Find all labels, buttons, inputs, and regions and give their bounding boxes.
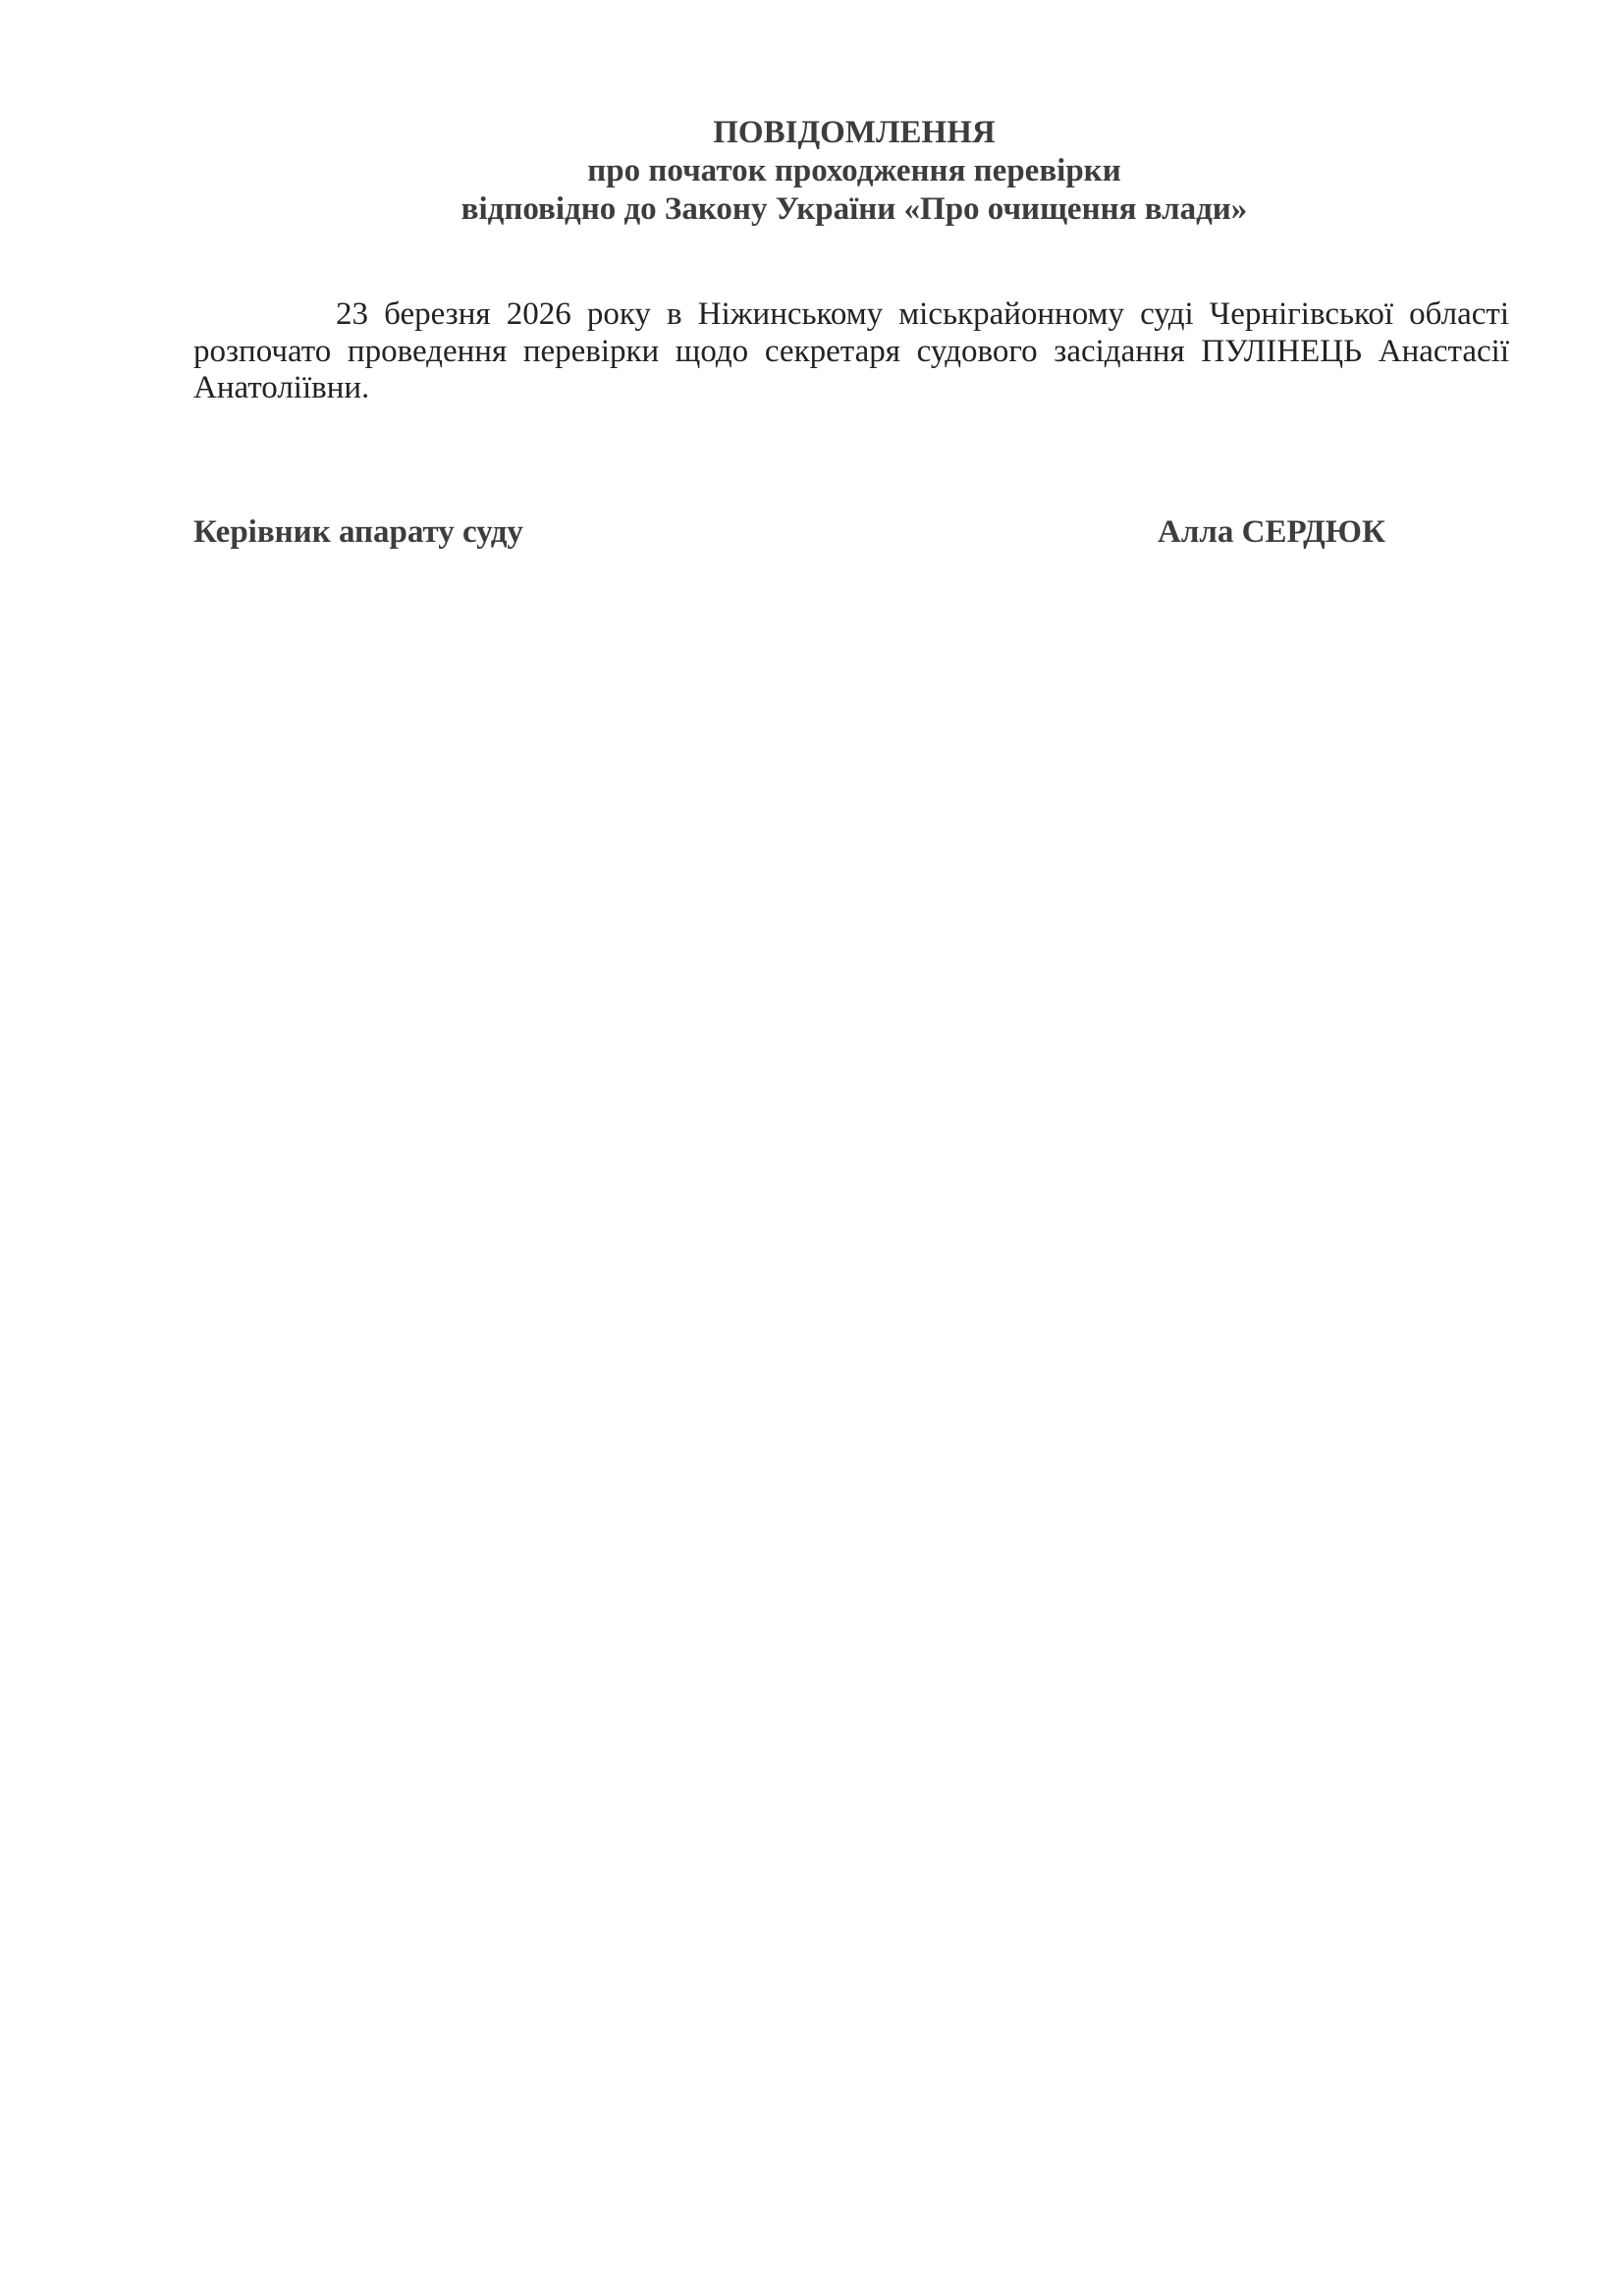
document-subtitle-line-2: відповідно до Закону України «Про очищення влади»: [460, 191, 1248, 227]
document-title: ПОВІДОМЛЕННЯ: [713, 115, 996, 150]
paragraph-line-1: 23 березня 2026 року в Ніжинському міськрайонному суді Чернігівської області: [336, 296, 1509, 332]
paragraph-line-2: розпочато проведення перевірки щодо секретаря судового засідання ПУЛІНЕЦЬ Анастасії: [193, 333, 1509, 369]
document-heading: [0, 114, 1624, 229]
document-subtitle-line-1: про початок проходження перевірки: [587, 153, 1121, 188]
paragraph-line-3: Анатоліївни.: [193, 370, 370, 405]
signer-name: Алла СЕРДЮК: [1158, 514, 1385, 550]
notice-paragraph: [193, 296, 1509, 407]
signer-position: Керівник апарату суду: [193, 514, 523, 550]
signature-block: [193, 512, 1411, 552]
